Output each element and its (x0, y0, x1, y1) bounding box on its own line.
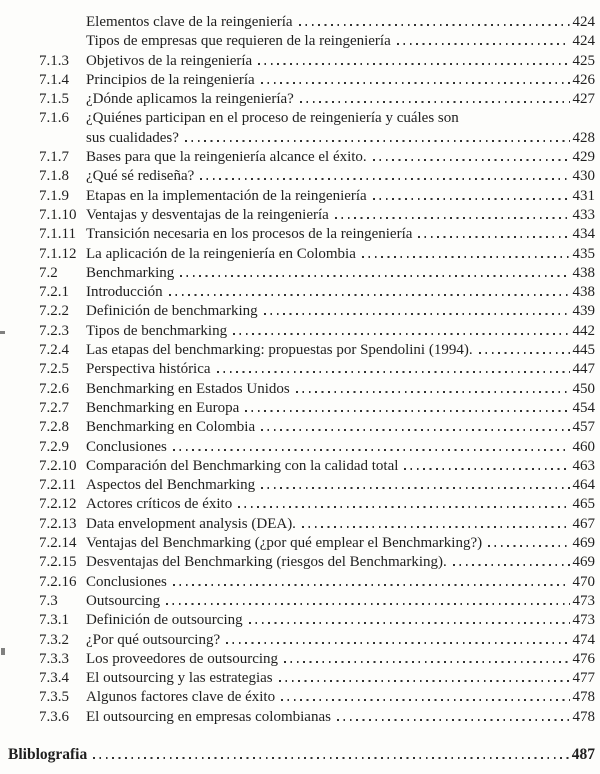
toc-entry (39, 515, 595, 534)
toc-entry-title: Conclusiones (86, 438, 167, 455)
toc-entry-page: 473 (572, 612, 595, 629)
toc-entry-number: 7.2.2 (39, 303, 69, 320)
dot-leader (404, 468, 569, 470)
toc-entry (39, 592, 595, 611)
toc-entry-body (86, 631, 595, 650)
toc-entry (39, 380, 595, 399)
toc-entry-page: 469 (572, 554, 595, 571)
toc-entry-title: Etapas en la implementación de la reingeniería (86, 187, 367, 204)
dot-leader (264, 313, 570, 315)
toc-entry-title: Elementos clave de la reingeniería (86, 14, 293, 30)
toc-entry-title: Actores críticos de éxito (86, 496, 233, 513)
toc-entry-title: Ventajas del Benchmarking (¿por qué emplear el Benchmarking?) (86, 535, 483, 552)
toc-entry-tail (174, 264, 595, 283)
toc-entry-body (86, 553, 595, 572)
toc-entry-title: Conclusiones (86, 573, 167, 590)
toc-entry-tail (275, 688, 595, 707)
toc-entry-number: 7.1.5 (39, 91, 69, 108)
dot-leader (233, 333, 569, 335)
toc-entry-number: 7.1.7 (39, 149, 69, 166)
bibliography-page: 487 (571, 745, 595, 763)
toc-entry-number (39, 32, 86, 51)
toc-entry-title: Las etapas del benchmarking: propuestas por Spendolini (1994). (86, 342, 473, 359)
dot-leader (397, 43, 570, 45)
dot-leader (488, 545, 569, 547)
toc-entry-tail (167, 438, 595, 457)
toc-entry-tail (290, 380, 595, 399)
toc-entry-title: Los proveedores de outsourcing (86, 650, 279, 667)
toc-entry (39, 650, 595, 669)
toc-entry-number: 7.2 (39, 264, 58, 281)
toc-entry-number: 7.2.9 (39, 438, 69, 455)
toc-entry-body (86, 283, 595, 302)
toc-entry-tail (367, 187, 595, 206)
toc-entry (39, 109, 595, 148)
toc-entry-page: 438 (572, 264, 595, 281)
toc-entry-body (86, 688, 595, 707)
toc-entry (39, 225, 595, 244)
toc-entry (39, 418, 595, 437)
toc-entry (39, 90, 595, 109)
dot-leader (299, 24, 570, 26)
toc-entry-tail (391, 32, 595, 51)
dot-leader (169, 294, 570, 296)
dot-leader (302, 526, 570, 528)
dot-leader (296, 391, 570, 393)
toc-entry-title: ¿Quiénes participan en el proceso de reingeniería y cuáles son (86, 110, 459, 127)
toc-entry-page: 427 (572, 91, 595, 108)
toc-entry-body (86, 592, 595, 611)
toc-entry-body (86, 206, 595, 225)
toc-entry-number (39, 13, 86, 32)
toc-entry-body (86, 264, 595, 283)
toc-entry (39, 206, 595, 225)
toc-entry-body (86, 225, 595, 244)
toc-entry-body (86, 495, 595, 514)
toc-entry-number: 7.2.12 (39, 496, 77, 513)
toc-entry-page: 469 (572, 535, 595, 552)
toc-entry-page: 464 (572, 477, 595, 494)
dot-leader (173, 449, 570, 451)
toc-entry-title: ¿Dónde aplicamos la reingeniería? (86, 91, 294, 108)
toc-entry (39, 283, 595, 302)
toc-entry-title: Tipos de benchmarking (86, 322, 228, 339)
toc-entry-number: 7.1.4 (39, 71, 69, 88)
toc-entry-page: 438 (572, 284, 595, 301)
toc-entry-page: 457 (572, 419, 595, 436)
toc-entry (39, 341, 595, 360)
toc-entry-title: Aspectos del Benchmarking (86, 477, 256, 494)
toc-entry-body (86, 418, 595, 437)
toc-entry (39, 399, 595, 418)
toc-entry-tail (258, 302, 595, 321)
toc-entry-page: 445 (572, 342, 595, 359)
toc-entry-body (86, 90, 595, 109)
dot-leader (418, 236, 569, 238)
toc-entry-tail (293, 13, 595, 32)
dot-leader (479, 352, 570, 354)
toc-entry-tail (255, 476, 595, 495)
toc-entry-number: 7.3 (39, 592, 58, 609)
toc-entry-tail (220, 631, 595, 650)
toc-entry-body (86, 360, 595, 379)
toc-entry-page: 478 (572, 689, 595, 706)
toc-entry (39, 264, 595, 283)
toc-entry-title: Tipos de empresas que requieren de la reingeniería (86, 33, 391, 50)
toc-entry-number: 7.2.15 (39, 554, 77, 571)
toc-entry-title: El outsourcing y las estrategias (86, 670, 273, 687)
toc-entry-page: 430 (572, 168, 595, 185)
toc-entry-tail (239, 399, 595, 418)
toc-entry-tail (331, 708, 595, 727)
toc-entry-title: Benchmarking en Europa (86, 399, 240, 416)
toc-entry-title: La aplicación de la reingeniería en Colombia (86, 245, 356, 262)
toc-entry-body (86, 669, 595, 688)
toc-entry-tail (398, 457, 595, 476)
scan-artifact (0, 331, 5, 334)
toc-entry (39, 553, 595, 572)
toc-entry-tail (356, 245, 595, 264)
toc-entry-page: 454 (572, 399, 595, 416)
toc-entry-body (86, 380, 595, 399)
toc-entry-page: 435 (572, 245, 595, 262)
toc-entry-number: 7.2.8 (39, 419, 69, 436)
dot-leader (453, 564, 570, 566)
toc-entry-number: 7.1.10 (39, 206, 77, 223)
toc-list (39, 13, 595, 727)
toc-entry-body (86, 611, 595, 630)
toc-entry-tail (86, 129, 595, 148)
toc-entry-number: 7.3.5 (39, 689, 69, 706)
toc-entry-tail (273, 669, 595, 688)
toc-entry-page: 467 (572, 515, 595, 532)
toc-entry (39, 611, 595, 630)
toc-entry-tail (367, 148, 595, 167)
toc-entry (39, 187, 595, 206)
toc-entry (39, 438, 595, 457)
toc-entry-page: 424 (572, 33, 595, 50)
toc-entry-tail (255, 71, 595, 90)
toc-entry-page: 428 (572, 129, 595, 146)
toc-entry-body (86, 148, 595, 167)
toc-entry-body (86, 302, 595, 321)
dot-leader (300, 101, 570, 103)
dot-leader (245, 410, 569, 412)
toc-entry-body (86, 534, 595, 553)
toc-entry-number: 7.1.12 (39, 245, 77, 262)
toc-entry-page: 447 (572, 361, 595, 378)
toc-entry-number: 7.2.6 (39, 380, 69, 397)
toc-entry-number: 7.1.6 (39, 110, 69, 127)
dot-leader (173, 584, 570, 586)
toc-entry-page: 439 (572, 303, 595, 320)
dot-leader (261, 82, 570, 84)
toc-entry (39, 302, 595, 321)
dot-leader (281, 699, 569, 701)
toc-entry-body (86, 71, 595, 90)
toc-entry-page: 476 (572, 650, 595, 667)
toc-entry (39, 573, 595, 592)
toc-entry-body (86, 399, 595, 418)
dot-leader (362, 256, 570, 258)
toc-entry-number: 7.1.3 (39, 52, 69, 69)
toc-entry-page: 434 (572, 226, 595, 243)
toc-entry-title: Ventajas y desventajas de la reingeniería (86, 206, 329, 223)
toc-entry-title: Transición necesaria en los procesos de la reingeniería (86, 226, 413, 243)
toc-entry-page: 474 (572, 631, 595, 648)
toc-entry-body (86, 32, 595, 51)
dot-leader (180, 275, 569, 277)
toc-entry-body (86, 476, 595, 495)
dot-leader (200, 178, 569, 180)
toc-entry-body (86, 457, 595, 476)
toc-entry-title: ¿Por qué outsourcing? (86, 631, 221, 648)
dot-leader (335, 217, 570, 219)
toc-entry-title-cont: sus cualidades? (86, 129, 179, 146)
toc-entry-tail (329, 206, 595, 225)
toc-entry-tail (232, 495, 595, 514)
toc-entry-page: 478 (572, 708, 595, 725)
toc-entry-tail (194, 167, 595, 186)
toc-entry-body (86, 245, 595, 264)
toc-entry-tail (252, 52, 595, 71)
toc-entry-number: 7.3.4 (39, 670, 69, 687)
toc-entry-number: 7.2.10 (39, 457, 77, 474)
toc-entry-tail (243, 611, 595, 630)
toc-entry-title: Benchmarking en Estados Unidos (86, 380, 290, 397)
toc-entry (39, 360, 595, 379)
toc-entry-title: El outsourcing en empresas colombianas (86, 708, 331, 725)
toc-entry-tail (482, 534, 595, 553)
dot-leader (261, 487, 569, 489)
toc-entry-number: 7.3.1 (39, 612, 69, 629)
toc-entry-tail (255, 418, 595, 437)
toc-entry-page: 465 (572, 496, 595, 513)
toc-entry-title: Definición de outsourcing (86, 612, 243, 629)
dot-leader (373, 198, 570, 200)
toc-entry-title: Benchmarking (86, 264, 175, 281)
toc-entry-title: Introducción (86, 284, 163, 301)
bibliography-entry (8, 745, 595, 764)
toc-entry-page: 442 (572, 322, 595, 339)
toc-entry (39, 534, 595, 553)
dot-leader (284, 661, 569, 663)
toc-entry-title: ¿Qué sé rediseña? (86, 168, 195, 185)
toc-entry-page: 470 (572, 573, 595, 590)
toc-entry (39, 457, 595, 476)
toc-entry-tail (211, 360, 595, 379)
dot-leader (279, 680, 570, 682)
toc-entry-title: Benchmarking en Colombia (86, 419, 256, 436)
toc-entry-tail (278, 650, 595, 669)
toc-entry-page: 429 (572, 149, 595, 166)
toc-entry-body (86, 708, 595, 727)
toc-entry-number: 7.3.6 (39, 708, 69, 725)
dot-leader (185, 140, 570, 142)
toc-entry-body (86, 573, 595, 592)
toc-entry-page: 425 (572, 52, 595, 69)
toc-entry-title: Outsourcing (86, 592, 161, 609)
toc-entry-title: Data envelopment analysis (DEA). (86, 515, 296, 532)
toc-entry-tail (227, 322, 595, 341)
toc-entry (39, 32, 595, 51)
toc-entry-number: 7.3.3 (39, 650, 69, 667)
toc-entry (39, 245, 595, 264)
toc-entry-number: 7.2.4 (39, 342, 69, 359)
toc-entry-tail (163, 283, 595, 302)
toc-entry-number: 7.2.3 (39, 322, 69, 339)
toc-entry-number: 7.2.13 (39, 515, 77, 532)
toc-entry-tail (447, 553, 595, 572)
toc-entry (39, 708, 595, 727)
toc-entry-tail (160, 592, 595, 611)
toc-entry-number: 7.2.14 (39, 535, 77, 552)
toc-entry (39, 476, 595, 495)
toc-entry-title: Principios de la reingeniería (86, 71, 255, 88)
bibliography-label: Bliblografia (8, 745, 88, 763)
toc-entry-body (86, 52, 595, 71)
toc-entry-page: 460 (572, 438, 595, 455)
toc-entry-number: 7.1.8 (39, 168, 69, 185)
toc-entry-title: Objetivos de la reingeniería (86, 52, 253, 69)
toc-entry-number: 7.2.1 (39, 284, 69, 301)
toc-entry-tail (167, 573, 595, 592)
toc-entry (39, 688, 595, 707)
dot-leader (226, 642, 569, 644)
toc-entry-tail (473, 341, 595, 360)
dot-leader (258, 63, 569, 65)
toc-entry (39, 631, 595, 650)
scan-artifact (1, 648, 5, 655)
toc-entry (39, 322, 595, 341)
toc-entry-body (86, 515, 595, 534)
toc-entry-tail (412, 225, 595, 244)
toc-entry (39, 495, 595, 514)
toc-entry-page: 433 (572, 206, 595, 223)
toc-entry-page: 473 (572, 592, 595, 609)
toc-entry-number: 7.2.7 (39, 399, 69, 416)
toc-entry-number: 7.1.9 (39, 187, 69, 204)
toc-entry-page: 426 (572, 71, 595, 88)
dot-leader (217, 371, 570, 373)
toc-entry (39, 167, 595, 186)
toc-entry-body (86, 13, 595, 32)
toc-entry-number: 7.2.11 (39, 477, 76, 494)
toc-entry-title: Desventajas del Benchmarking (riesgos del Benchmarking). (86, 554, 447, 571)
dot-leader (373, 159, 570, 161)
toc-entry-body (86, 438, 595, 457)
toc-entry-number: 7.1.11 (39, 226, 76, 243)
toc-entry-page: 477 (572, 670, 595, 687)
dot-leader (93, 757, 569, 759)
toc-entry-body (86, 322, 595, 341)
toc-entry (39, 52, 595, 71)
toc-entry-page: 450 (572, 380, 595, 397)
toc-entry-number: 7.2.5 (39, 361, 69, 378)
dot-leader (249, 622, 570, 624)
toc-entry-body (86, 341, 595, 360)
toc-entry-page: 431 (572, 187, 595, 204)
toc-entry-title: Bases para que la reingeniería alcance el éxito. (86, 149, 367, 166)
dot-leader (166, 603, 569, 605)
dot-leader (238, 506, 569, 508)
toc-entry-title: Comparación del Benchmarking con la calidad total (86, 457, 399, 474)
toc-entry-title: Perspectiva histórica (86, 361, 211, 378)
toc-entry-body (86, 187, 595, 206)
toc-entry (39, 669, 595, 688)
toc-entry-number: 7.2.16 (39, 573, 77, 590)
toc-entry (39, 148, 595, 167)
toc-entry-body (86, 109, 595, 148)
toc-entry-tail (296, 515, 595, 534)
toc-entry-body (86, 650, 595, 669)
toc-entry (39, 71, 595, 90)
toc-entry-tail (294, 90, 595, 109)
toc-entry-title: Definición de benchmarking (86, 303, 258, 320)
toc-entry-page: 424 (572, 14, 595, 30)
toc-entry-number: 7.3.2 (39, 631, 69, 648)
toc-entry-page: 463 (572, 457, 595, 474)
dot-leader (337, 719, 570, 721)
toc-entry (39, 13, 595, 32)
toc-entry-body (86, 167, 595, 186)
toc-entry-title: Algunos factores clave de éxito (86, 689, 276, 706)
dot-leader (261, 429, 569, 431)
